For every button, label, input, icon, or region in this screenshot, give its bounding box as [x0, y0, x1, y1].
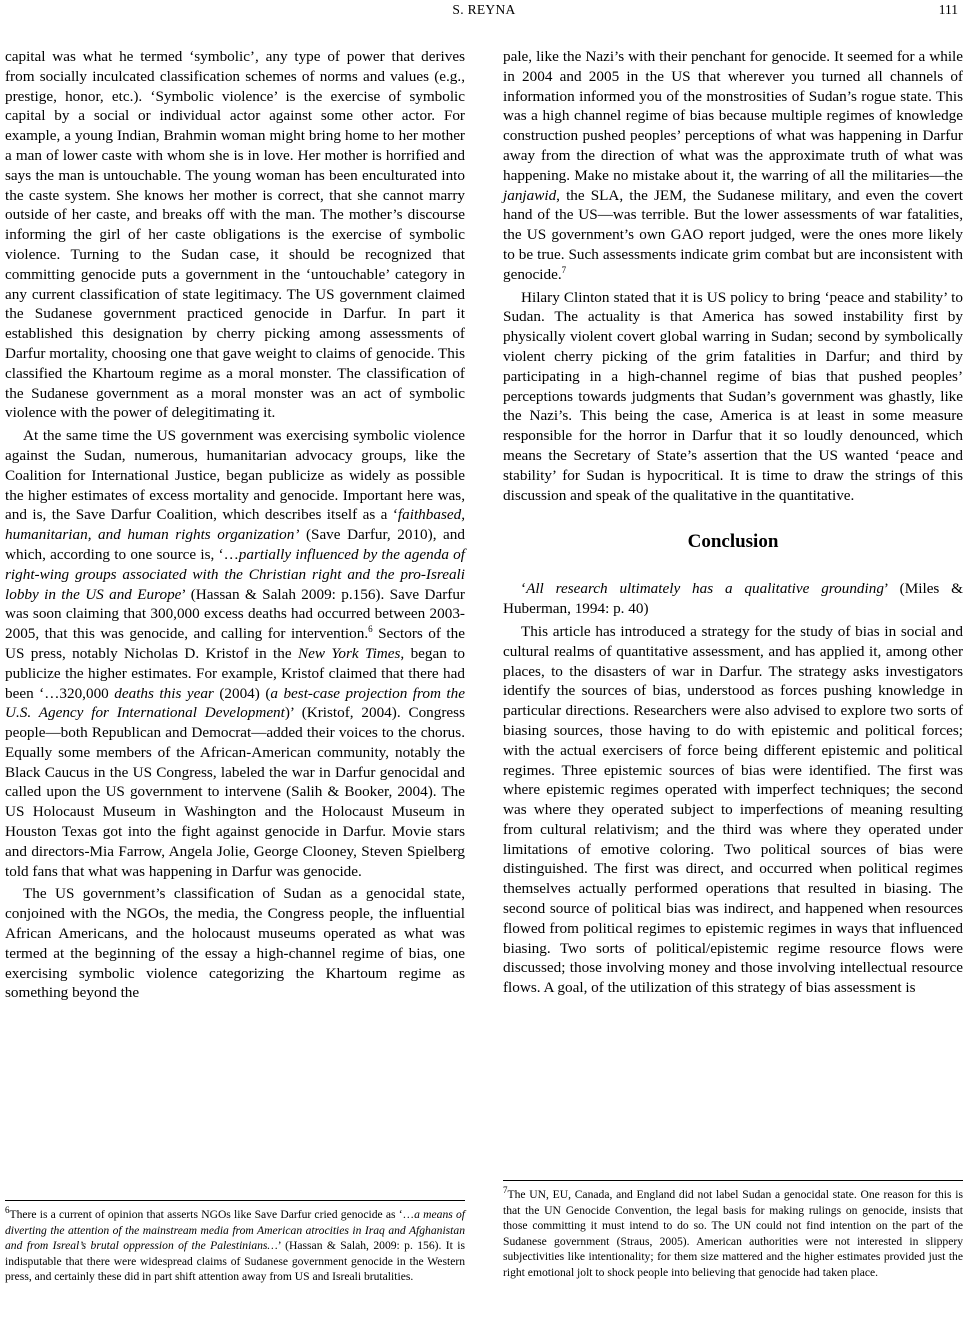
footnote-number: 6	[5, 1205, 10, 1216]
italic-run: faithbased, humanitarian, and human rights organization’	[5, 506, 465, 544]
footnote-italic: a means of diverting the attention of the mainstream media from American atrocities in Iraq and Afghanistan and from Isreal’s brutal oppression of the Palestinians…	[5, 1208, 465, 1253]
footnote-number: 7	[503, 1185, 508, 1196]
italic-run: New York Times	[297, 644, 401, 662]
footnote-ref-6[interactable]: 6	[368, 624, 373, 635]
text-run: ’ (Miles & Huberman, 1994: p. 40)	[503, 580, 963, 618]
italic-run: deaths this year	[114, 684, 214, 702]
text-run: , began to publicize the higher estimates. For example, Kristof claimed that there had been ‘…320,000	[5, 644, 466, 702]
right-paragraph-3: This article has introduced a strategy for the study of bias in social and cultural realms of quantitative assessment, and has applied it, among other places, to the disasters of war in Darfur. The strategy asks investigators identify the sources of bias, understood as forces pushing knowledge in particular directions. Researchers were also advised to explore two sorts of biasing sources, those having to do with epistemic and political forces; with the actual exercisers of force being different epistemic and political regimes. Three epistemic sources of bias were identified. The first was where epistemic regimes operated with imperfect techniques; the second was where they operated subject to imperfections of meaning resulting from cultural relativism; and the third was where they operated under limitations of emotive coloring. Two political sources of bias were distinguished. The first was direct, and occurred when political regimes themselves actually performed operations that resulted in biasing. The second source of political bias was indirect, and happened when resources flowed from political regimes to epistemic regimes in ways that influenced biasing. Two sorts of political/epistemic regime resource flows were discussed; those involving money and those involving intellectual resource flows. A goal, of the utilization of this strategy of bias assessment is	[503, 622, 963, 997]
text-run: , the SLA, the JEM, the Sudanese military, and even the covert hand of the US—was terrible. But the lower assessments of war fatalities, the US government’s own GAO report judged, were the ones more likely to be true. Such assessments indicate grim combat but are inconsistent with genocide.	[503, 186, 963, 283]
text-run: (Save Darfur, 2010), and which, according to one source is, ‘…	[5, 526, 465, 563]
italic-run: partially influenced by the agenda of right-wing groups associated with the Christian right and the pro-Isreali lobby in the US and Europe	[5, 545, 465, 603]
text-run: ‘	[521, 580, 527, 598]
italic-run: a best-case projection from the U.S. Agency for International Development	[5, 684, 465, 722]
footnote-ref-7[interactable]: 7	[561, 264, 567, 275]
page-header	[0, 0, 968, 24]
footnote-7	[503, 1180, 963, 1281]
text-run: (2004) (	[213, 684, 271, 702]
right-column	[503, 47, 963, 998]
text-run: Sectors of the US press, notably Nicholas D. Kristof in the	[5, 625, 465, 662]
text-run: ’ (Hassan & Salah 2009: p.156). Save Darfur was soon claiming that 300,000 excess deaths had occurred between 2003-2005, that this was genocide, and calling for intervention.	[5, 585, 465, 643]
footnote-6	[5, 1200, 465, 1285]
left-column	[5, 47, 465, 1003]
footnote-text: There is a current of opinion that asserts NGOs like Save Darfur cried genocide as ‘…	[9, 1208, 415, 1221]
footnote-text: The UN, EU, Canada, and England did not label Sudan a genocidal state. One reason for this is that the UN Genocide Convention, the legal basis for making rulings on genocide, insists that those committing it must intend to do so. The UN could not find intention on the part of the Sudanese government (Straus, 2005). American authorities were not interested in slippery subjectivities like intentionality; for them size mattered and the higher estimates provided just the right emotional jolt to shock people into believing that genocide had taken place.	[503, 1188, 963, 1279]
running-head: S. REYNA	[452, 2, 516, 17]
page-number: 111	[938, 2, 958, 17]
text-run: At the same time the US government was exercising symbolic violence against the Sudan, numerous, humanitarian advocacy groups, like the Coalition for International Justice, began publicize as widely as possible the higher estimates of excess mortality and genocide. Important here was, and is, the Save Darfur Coalition, which describes itself as a ‘	[5, 427, 465, 524]
left-paragraph-1: capital was what he termed ‘symbolic’, any type of power that derives from socially inculcated classification schemes of norms and values (e.g., prestige, honor, etc.). ‘Symbolic violence’ is the exercise of symbolic capital by a social or individual actor against some other actor. For example, a young Indian, Brahmin woman might bring home to her mother a man of lower caste with whom she is in love. Her mother is horrified and says the man is untouchable. The young woman has been enculturated into the caste system. She knows her mother is correct, that she cannot marry outside of her caste, and breaks off with the man. The mother’s discourse informing the girl of her caste obligations is the exercise of symbolic violence. Turning to the Sudan case, it should be recognized that committing genocide puts a government in the ‘untouchable’ category in any current classification of state legitimacy. The US government claimed the Sudanese government practiced genocide in Darfur. In part it established this designation by cherry picking among assessments of Darfur mortality, choosing one that gave weight to claims of genocide. This classified the Khartoum regime as a moral monster. The classification of the Sudanese government as a moral monster was an act of symbolic violence with the power of delegitimating it.	[5, 48, 465, 422]
right-paragraph-1	[503, 47, 963, 285]
text-run: pale, like the Nazi’s with their penchant for genocide. It seemed for a while in 2004 and 2005 in the US that wherever you turned all channels of information informed you of the monstrosities of Sudan’s rogue state. This was a high channel regime of bias because multiple regimes of knowledge construction pushed peoples’ perceptions of what was happening in Darfur away from the direction of what was the approximate truth of what was happening. Make no mistake about it, the warring of all the militaries—the	[503, 48, 963, 184]
italic-run: All research ultimately has a qualitative grounding	[526, 580, 884, 598]
section-heading: Conclusion	[687, 531, 779, 553]
text-run: )’ (Kristof, 2004). Congress people—both Republican and Democrat—added their voices to the chorus. Equally some members of the African-American community, notably the Black Caucus in the US Congress, labeled the war in Darfur genocidal and called upon the US government to intervene (Salih & Booker, 2004). The US Holocaust Museum in Washington and the Holocaust Museum in Houston Texas got into the fight against genocide in Darfur. Movie stars and directors-Mia Farrow, Angela Jolie, George Clooney, Steven Spielberg told fans that what was happening in Darfur was genocide.	[5, 704, 465, 880]
left-paragraph-2	[5, 426, 465, 881]
left-paragraph-3: The US government’s classification of Sudan as a genocidal state, conjoined with the NGOs, the media, the Congress people, the influential African Americans, and the holocaust museums operated as what was termed at the beginning of the essay a high-channel regime of bias, one exercising symbolic violence categorizing the Khartoum regime as something beyond the	[5, 885, 465, 1002]
italic-run: janjawid	[503, 186, 557, 204]
right-paragraph-2: Hilary Clinton stated that it is US policy to bring ‘peace and stability’ to Sudan. The actuality is that America has sowed instability first by physically violent covert global warring in Sudan; second by symbolically violent cherry picking of the grim fatalities in Darfur; and third by participating in a high-channel regime of bias that pushed peoples’ perceptions towards judgments that Sudan’s government was ghastly, like the Nazi’s. This being the case, America is at least in some measure responsible for the horror in Darfur that it so loudly denounced, which means the Secretary of State’s assertion that the US wanted ‘peace and stability’ for Sudan is hypocritical. It is time to draw the strings of this discussion and speak of the qualitative in the quantitative.	[503, 288, 963, 504]
epigraph	[503, 579, 963, 619]
footnote-text: ’ (Hassan & Salah, 2009: p. 156). It is indisputable that there were widespread claims of Sudanese government genocide in the Western press, and certainly these did in part shift attention away from US and Isreali brutalities.	[5, 1239, 466, 1284]
